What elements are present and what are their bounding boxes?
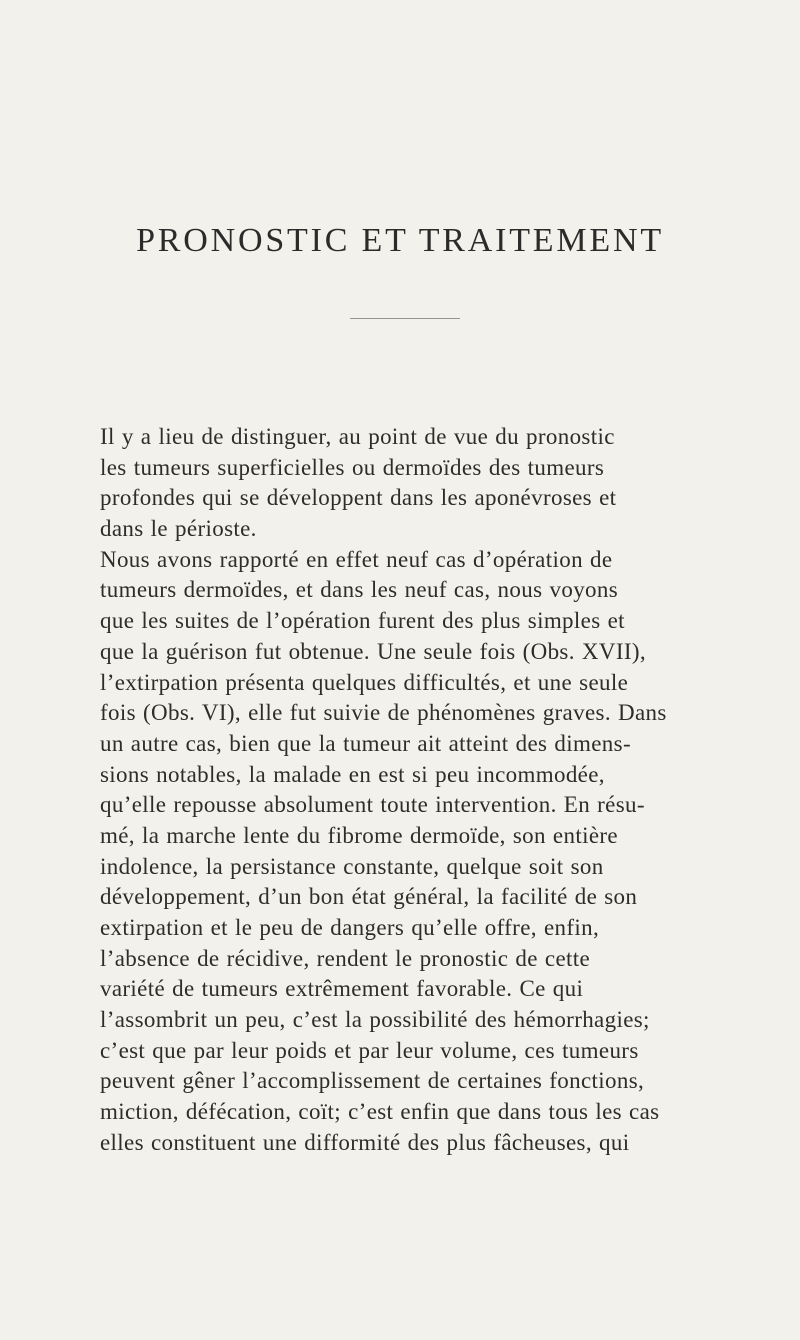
text-line: fois (Obs. VI), elle fut suivie de phénomènes graves. Dans <box>100 700 667 726</box>
text-line: c’est que par leur poids et par leur volume, ces tumeurs <box>100 1037 639 1063</box>
text-line: variété de tumeurs extrêmement favorable. Ce qui <box>100 976 584 1002</box>
text-line: Nous avons rapporté en effet neuf cas d’opération de <box>100 546 613 572</box>
text-line: peuvent gêner l’accomplissement de certaines fonctions, <box>100 1068 645 1094</box>
text-line: mé, la marche lente du fibrome dermoïde, son entière <box>100 822 618 848</box>
text-line: développement, d’un bon état général, la facilité de son <box>100 884 638 910</box>
text-line: indolence, la persistance constante, quelque soit son <box>100 853 604 879</box>
text-line: l’absence de récidive, rendent le pronostic de cette <box>100 945 591 971</box>
text-line: Il y a lieu de distinguer, au point de vue du pronostic <box>100 424 615 449</box>
text-line: dans le périoste. <box>100 516 257 542</box>
text-line: elles constituent une difformité des plus fâcheuses, qui <box>100 1129 630 1155</box>
text-line: que la guérison fut obtenue. Une seule fois (Obs. XVII), <box>100 638 646 664</box>
page-title: PRONOSTIC ET TRAITEMENT <box>136 222 664 259</box>
text-line: les tumeurs superficielles ou dermoïdes des tumeurs <box>100 454 605 480</box>
body-text <box>100 422 800 1159</box>
text-line: sions notables, la malade en est si peu incommodée, <box>100 761 605 787</box>
text-line: l’extirpation présenta quelques difficultés, et une seule <box>100 669 629 695</box>
text-line: que les suites de l’opération furent des plus simples et <box>100 608 625 634</box>
text-line: tumeurs dermoïdes, et dans les neuf cas, nous voyons <box>100 577 619 603</box>
text-line: profondes qui se développent dans les aponévroses et <box>100 485 617 511</box>
text-line: miction, défécation, coït; c’est enfin que dans tous les cas <box>100 1099 660 1125</box>
text-line: un autre cas, bien que la tumeur ait atteint des dimens- <box>100 730 631 756</box>
text-line: l’assombrit un peu, c’est la possibilité des hémorrhagies; <box>100 1007 650 1033</box>
text-line: extirpation et le peu de dangers qu’elle offre, enfin, <box>100 915 600 940</box>
title-divider <box>350 318 460 319</box>
text-line: qu’elle repousse absolument toute intervention. En résu- <box>100 792 645 818</box>
